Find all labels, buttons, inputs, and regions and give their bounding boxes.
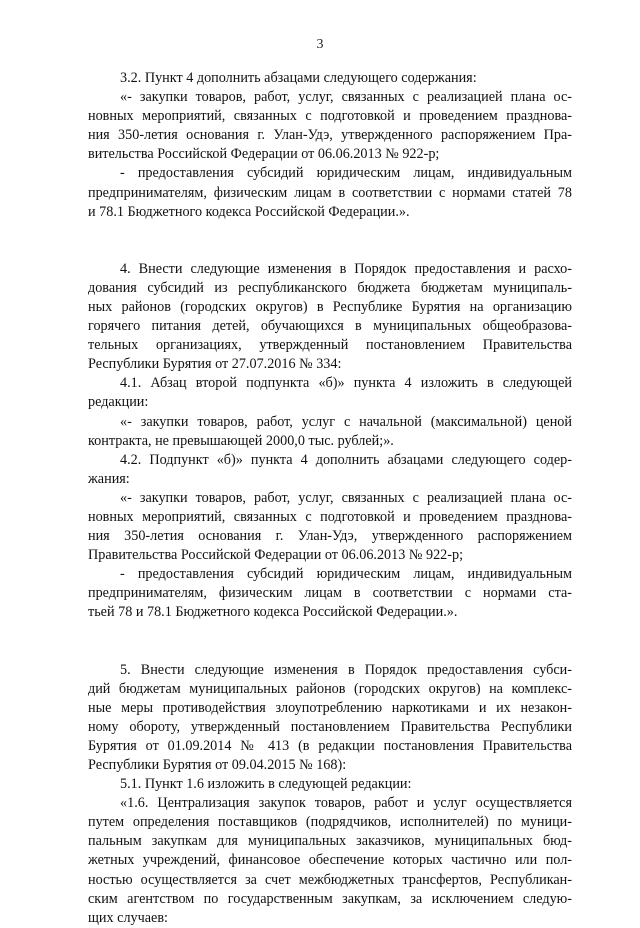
text-line: и 78.1 Бюджетного кодекса Российской Федерации.». bbox=[88, 203, 410, 220]
text-line: дий бюджетам муниципальных районов (городских округов) на комплекс- bbox=[88, 680, 572, 697]
text-line: 5. Внести следующие изменения в Порядок предоставления субси- bbox=[120, 661, 572, 678]
text-section bbox=[88, 661, 572, 928]
text-line: 3.2. Пункт 4 дополнить абзацами следующего содержания: bbox=[120, 70, 477, 86]
text-line: ния 350-летия основания г. Улан-Удэ, утвержденного распоряжением bbox=[88, 528, 572, 545]
text-line: ному обороту, утвержденный постановлением Правительства Республики bbox=[88, 718, 572, 735]
text-line: жания: bbox=[88, 470, 130, 487]
text-line: Республики Бурятия от 27.07.2016 № 334: bbox=[88, 356, 342, 373]
text-line: пальным закупкам для муниципальных заказчиков, муниципальных бюд- bbox=[88, 833, 572, 850]
text-line: «- закупки товаров, работ, услуг с начальной (максимальной) ценой bbox=[120, 413, 572, 430]
text-line: Правительства Российской Федерации от 06.06.2013 № 922-р; bbox=[88, 547, 464, 564]
page-number: 3 bbox=[316, 37, 324, 52]
text-line: «1.6. Централизация закупок товаров, работ и услуг осуществляется bbox=[120, 795, 572, 812]
text-line: путем определения поставщиков (подрядчиков, исполнителей) по муници- bbox=[88, 814, 572, 831]
text-line: 5.1. Пункт 1.6 изложить в следующей редакции: bbox=[120, 776, 412, 793]
text-line: ским агентством по государственным закупкам, за исключением следую- bbox=[88, 890, 572, 907]
text-line: щих случаев: bbox=[88, 909, 168, 926]
text-line: Республики Бурятия от 09.04.2015 № 168): bbox=[88, 757, 347, 773]
text-line: ностью осуществляется за счет межбюджетных трансфертов, Республикан- bbox=[88, 871, 572, 888]
text-line: «- закупки товаров, работ, услуг, связанных с реализацией плана ос- bbox=[120, 89, 572, 106]
text-line: предпринимателям, физическим лицам в соответствии с нормами ста- bbox=[88, 585, 572, 602]
paragraph-gap bbox=[88, 222, 572, 260]
text-line: ные меры противодействия злоупотреблению наркотиками и их незакон- bbox=[88, 699, 572, 716]
text-line: дования субсидий из республиканского бюджета бюджетам муниципаль- bbox=[88, 279, 572, 296]
text-line: Бурятия от 01.09.2014 № 413 (в редакции постановления Правительства bbox=[88, 737, 572, 754]
text-line: 4.1. Абзац второй подпункта «б)» пункта 4 изложить в следующей bbox=[120, 375, 572, 392]
text-line: ных районов (городских округов) в Республике Бурятия на организацию bbox=[88, 298, 572, 315]
text-line: - предоставления субсидий юридическим лицам, индивидуальным bbox=[120, 165, 572, 182]
text-line: контракта, не превышающей 2000,0 тыс. рублей;». bbox=[88, 432, 394, 449]
text-line: тьей 78 и 78.1 Бюджетного кодекса Российской Федерации.». bbox=[88, 604, 458, 621]
text-line: новных мероприятий, связанных с подготовкой и проведением празднова- bbox=[88, 108, 572, 125]
paragraph-gap bbox=[88, 623, 572, 661]
text-line: ния 350-летия основания г. Улан-Удэ, утвержденного распоряжением Пра- bbox=[88, 127, 572, 144]
text-section bbox=[88, 260, 572, 623]
text-line: «- закупки товаров, работ, услуг, связанных с реализацией плана ос- bbox=[120, 489, 572, 506]
text-line: предпринимателям, физическим лицам в соответствии с нормами статей 78 bbox=[88, 184, 572, 201]
text-line: тельных организациях, утвержденный постановлением Правительства bbox=[88, 337, 572, 354]
text-line: новных мероприятий, связанных с подготовкой и проведением празднова- bbox=[88, 508, 572, 525]
text-line: редакции: bbox=[88, 394, 149, 411]
document-body bbox=[88, 69, 572, 928]
text-line: 4. Внести следующие изменения в Порядок предоставления и расхо- bbox=[120, 260, 572, 277]
text-section bbox=[88, 69, 572, 222]
text-line: 4.2. Подпункт «б)» пункта 4 дополнить абзацами следующего содер- bbox=[120, 451, 572, 468]
text-line: - предоставления субсидий юридическим лицам, индивидуальным bbox=[120, 566, 572, 583]
text-line: вительства Российской Федерации от 06.06.2013 № 922-р; bbox=[88, 146, 440, 163]
text-line: жетных учреждений, финансовое обеспечение которых частично или пол- bbox=[88, 852, 572, 869]
text-line: горячего питания детей, обучающихся в муниципальных общеобразова- bbox=[88, 318, 572, 335]
